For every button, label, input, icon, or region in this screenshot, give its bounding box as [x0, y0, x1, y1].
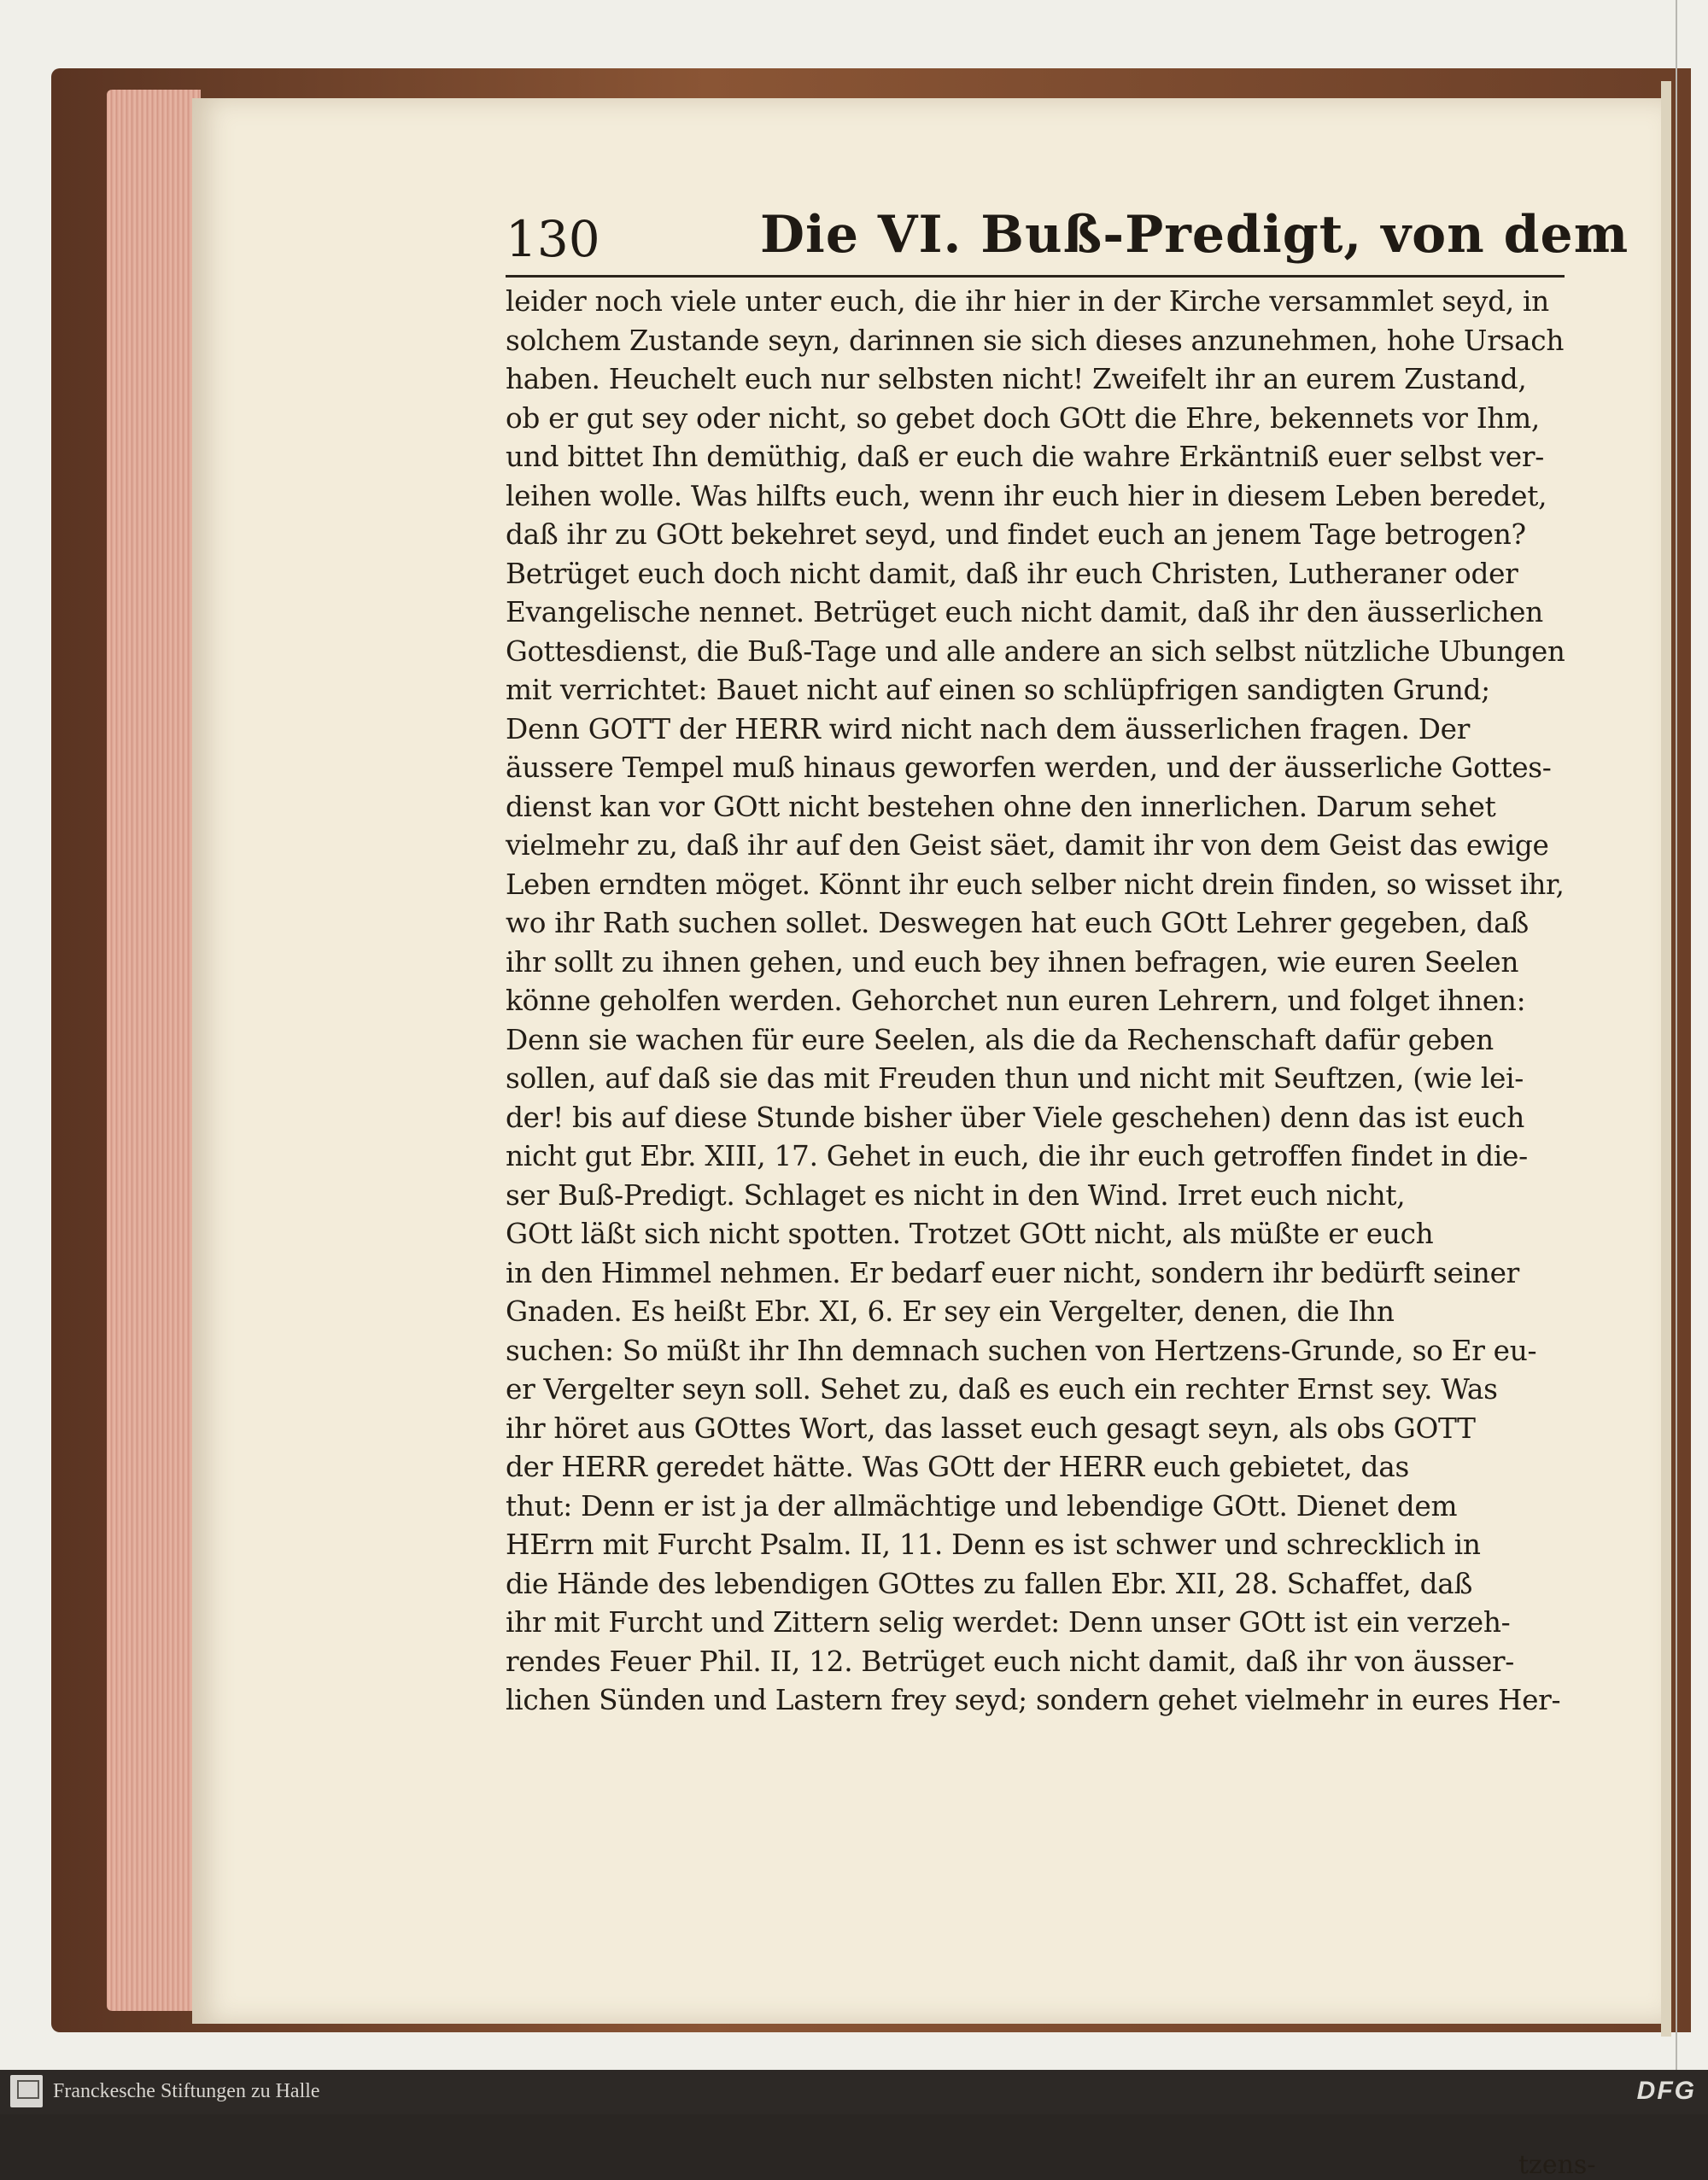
header-rule: [506, 275, 1565, 278]
running-head: [506, 205, 1629, 273]
text-line: dienst kan vor GOtt nicht bestehen ohne den innerlichen. Darum sehet: [506, 789, 1496, 823]
text-line: HErrn mit Furcht Psalm. II, 11. Denn es ist schwer und schrecklich in: [506, 1528, 1481, 1561]
footer-institution: Franckesche Stiftungen zu Halle: [53, 2080, 320, 2102]
catchword: tzens-: [1518, 2150, 1596, 2180]
text-line: rendes Feuer Phil. II, 12. Betrüget euch nicht damit, daß ihr von äusser-: [506, 1644, 1515, 1678]
text-line: thut: Denn er ist ja der allmächtige und lebendige GOtt. Dienet dem: [506, 1488, 1458, 1522]
institution-logo-icon: [10, 2075, 43, 2107]
text-line: die Hände des lebendigen GOttes zu fallen Ebr. XII, 28. Schaffet, daß: [506, 1566, 1473, 1600]
page-right-edge: [1661, 81, 1671, 2037]
text-line: Gnaden. Es heißt Ebr. XI, 6. Er sey ein Vergelter, denen, die Ihn: [506, 1295, 1395, 1328]
text-line: der! bis auf diese Stunde bisher über Viele geschehen) denn das ist euch: [506, 1100, 1525, 1134]
text-line: Betrüget euch doch nicht damit, daß ihr euch Christen, Lutheraner oder: [506, 556, 1518, 590]
text-line: wo ihr Rath suchen sollet. Deswegen hat euch GOtt Lehrer gegeben, daß: [506, 906, 1529, 939]
text-line: ihr sollt zu ihnen gehen, und euch bey ihnen befragen, wie euren Seelen: [506, 944, 1519, 979]
page-edges: [107, 90, 201, 2011]
text-line: ser Buß-Predigt. Schlaget es nicht in den Wind. Irret euch nicht,: [506, 1178, 1406, 1212]
text-line: solchem Zustande seyn, darinnen sie sich dieses anzunehmen, hohe Ursach: [506, 323, 1565, 357]
text-line: daß ihr zu GOtt bekehret seyd, und findet euch an jenem Tage betrogen?: [506, 517, 1526, 551]
text-line: er Vergelter seyn soll. Sehet zu, daß es euch ein rechter Ernst sey. Was: [506, 1372, 1498, 1406]
text-line: äussere Tempel muß hinaus geworfen werden, und der äusserliche Gottes-: [506, 751, 1552, 784]
text-line: Leben erndten möget. Könnt ihr euch selber nicht drein finden, so wisset ihr,: [506, 867, 1565, 901]
text-line: ob er gut sey oder nicht, so gebet doch GOtt die Ehre, bekennets vor Ihm,: [506, 400, 1540, 435]
text-line: GOtt läßt sich nicht spotten. Trotzet GOtt nicht, als müßte er euch: [506, 1217, 1434, 1250]
text-line: und bittet Ihn demüthig, daß er euch die wahre Erkäntniß euer selbst ver-: [506, 440, 1545, 473]
text-line: sollen, auf daß sie das mit Freuden thun und nicht mit Seuftzen, (wie lei-: [506, 1061, 1524, 1095]
scan-divider-line: [1676, 0, 1677, 2070]
text-line: in den Himmel nehmen. Er bedarf euer nicht, sondern ihr bedürft seiner: [506, 1255, 1520, 1289]
text-line: Denn GOTT der HERR wird nicht nach dem äusserlichen fragen. Der: [506, 711, 1471, 745]
text-line: suchen: So müßt ihr Ihn demnach suchen von Hertzens-Grunde, so Er eu-: [506, 1333, 1537, 1367]
text-line: leihen wolle. Was hilfts euch, wenn ihr euch hier in diesem Leben beredet,: [506, 478, 1547, 512]
text-line: lichen Sünden und Lastern frey seyd; sondern gehet vielmehr in eures Her-: [506, 1683, 1561, 1716]
text-line: ihr höret aus GOttes Wort, das lasset euch gesagt seyn, als obs GOTT: [506, 1411, 1476, 1445]
page-number: 130: [506, 210, 600, 268]
dfg-logo: DFG: [1636, 2077, 1696, 2105]
text-line: könne geholfen werden. Gehorchet nun euren Lehrern, und folget ihnen:: [506, 984, 1526, 1017]
text-line: mit verrichtet: Bauet nicht auf einen so schlüpfrigen sandigten Grund;: [506, 673, 1490, 706]
text-line: Evangelische nennet. Betrüget euch nicht damit, daß ihr den äusserlichen: [506, 595, 1543, 628]
body-text: [506, 282, 1573, 1720]
running-title: Die VI. Buß-Predigt, von dem: [760, 205, 1629, 265]
text-line: Gottesdienst, die Buß-Tage und alle andere an sich selbst nützliche Ubungen: [506, 634, 1565, 668]
text-line: der HERR geredet hätte. Was GOtt der HERR euch gebietet, das: [506, 1450, 1409, 1483]
text-line: nicht gut Ebr. XIII, 17. Gehet in euch, die ihr euch getroffen findet in die-: [506, 1139, 1528, 1172]
footer-bar: [0, 2070, 1708, 2114]
text-line: vielmehr zu, daß ihr auf den Geist säet, damit ihr von dem Geist das ewige: [506, 828, 1549, 862]
text-line: haben. Heuchelt euch nur selbsten nicht! Zweifelt ihr an eurem Zustand,: [506, 362, 1527, 395]
text-line: leider noch viele unter euch, die ihr hier in der Kirche versammlet seyd, in: [506, 284, 1549, 318]
text-line: Denn sie wachen für eure Seelen, als die da Rechenschaft dafür geben: [506, 1022, 1494, 1056]
text-line: ihr mit Furcht und Zittern selig werdet: Denn unser GOtt ist ein verzeh-: [506, 1605, 1511, 1639]
